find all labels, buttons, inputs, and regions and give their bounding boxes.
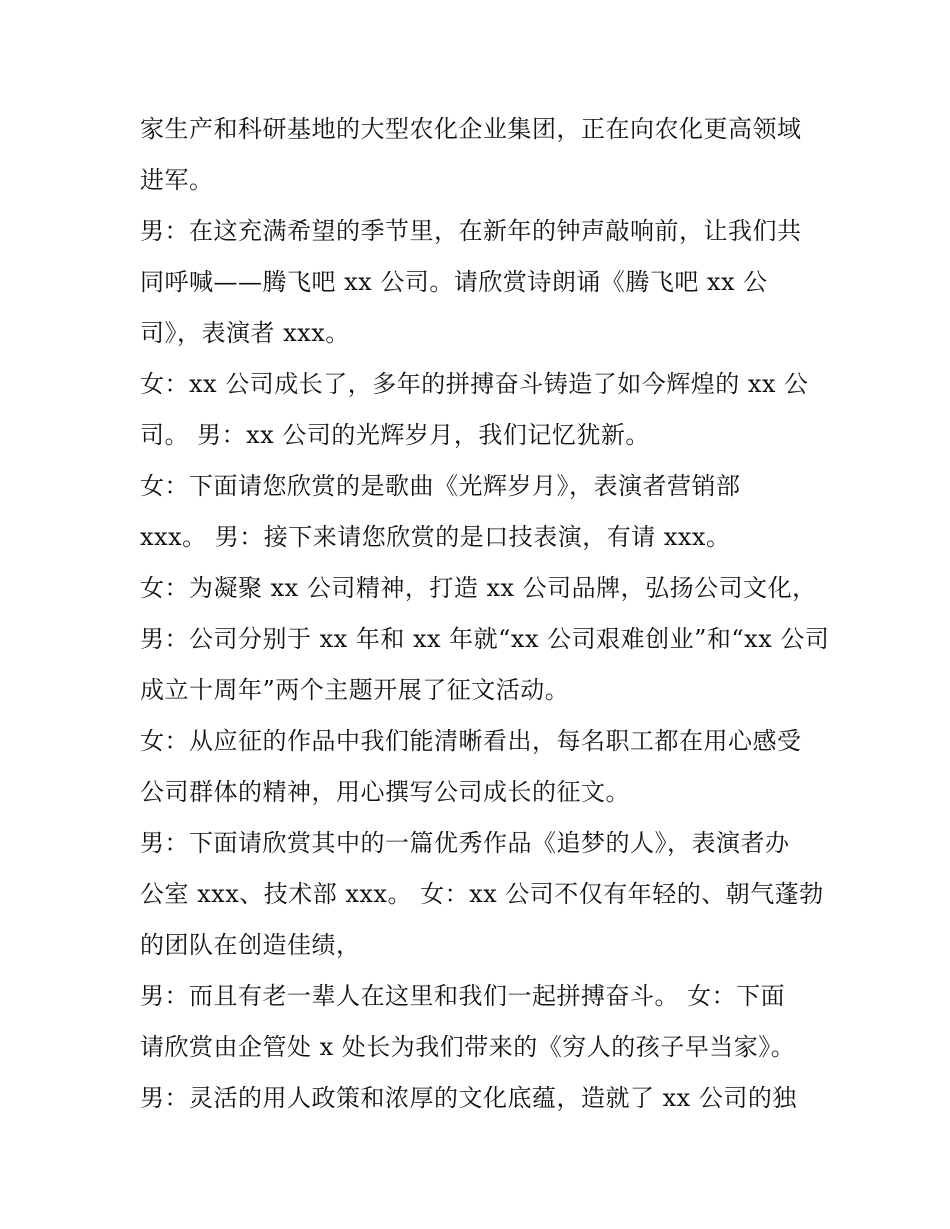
text-line: 男：而且有老一辈人在这里和我们一起拼搏奋斗。 女：下面 xyxy=(140,982,786,1010)
text-line: 家生产和科研基地的大型农化企业集团，正在向农化更高领域 xyxy=(140,115,802,143)
text-line: xxx。 男：接下来请您欣赏的是口技表演，有请 xxx。 xyxy=(140,523,731,551)
text-line: 司。 男：xx 公司的光辉岁月，我们记忆犹新。 xyxy=(140,421,650,449)
document-text-body xyxy=(140,104,830,1124)
text-line: 男：灵活的用人政策和浓厚的文化底蕴，造就了 xx 公司的独 xyxy=(140,1084,797,1112)
text-line: 公室 xxx、技术部 xxx。 女：xx 公司不仅有年轻的、朝气蓬勃 xyxy=(140,880,824,908)
text-line: 男：在这充满希望的季节里，在新年的钟声敲响前，让我们共 xyxy=(140,217,802,245)
text-line: 同呼喊——腾飞吧 xx 公司。请欣赏诗朗诵《腾飞吧 xx 公 xyxy=(140,268,768,296)
text-line: 女：为凝聚 xx 公司精神，打造 xx 公司品牌，弘扬公司文化， xyxy=(140,574,817,602)
text-line: 女：从应征的作品中我们能清晰看出，每名职工都在用心感受 xyxy=(140,727,802,755)
text-line: 女：下面请您欣赏的是歌曲《光辉岁月》，表演者营销部 xyxy=(140,472,741,500)
text-line: 男：下面请欣赏其中的一篇优秀作品《追梦的人》，表演者办 xyxy=(140,829,790,857)
text-line: 女：xx 公司成长了，多年的拼搏奋斗铸造了如今辉煌的 xx 公 xyxy=(140,370,809,398)
text-line: 请欣赏由企管处 x 处长为我们带来的《穷人的孩子早当家》。 xyxy=(140,1033,796,1061)
text-line: 男：公司分别于 xx 年和 xx 年就“xx 公司艰难创业”和“xx 公司 xyxy=(140,625,830,653)
text-line: 司》，表演者 xxx。 xyxy=(140,319,350,347)
text-line: 的团队在创造佳绩， xyxy=(140,931,361,959)
text-line: 成立十周年”两个主题开展了征文活动。 xyxy=(140,676,570,704)
text-line: 进军。 xyxy=(140,166,214,194)
text-line: 公司群体的精神，用心撰写公司成长的征文。 xyxy=(140,778,630,806)
